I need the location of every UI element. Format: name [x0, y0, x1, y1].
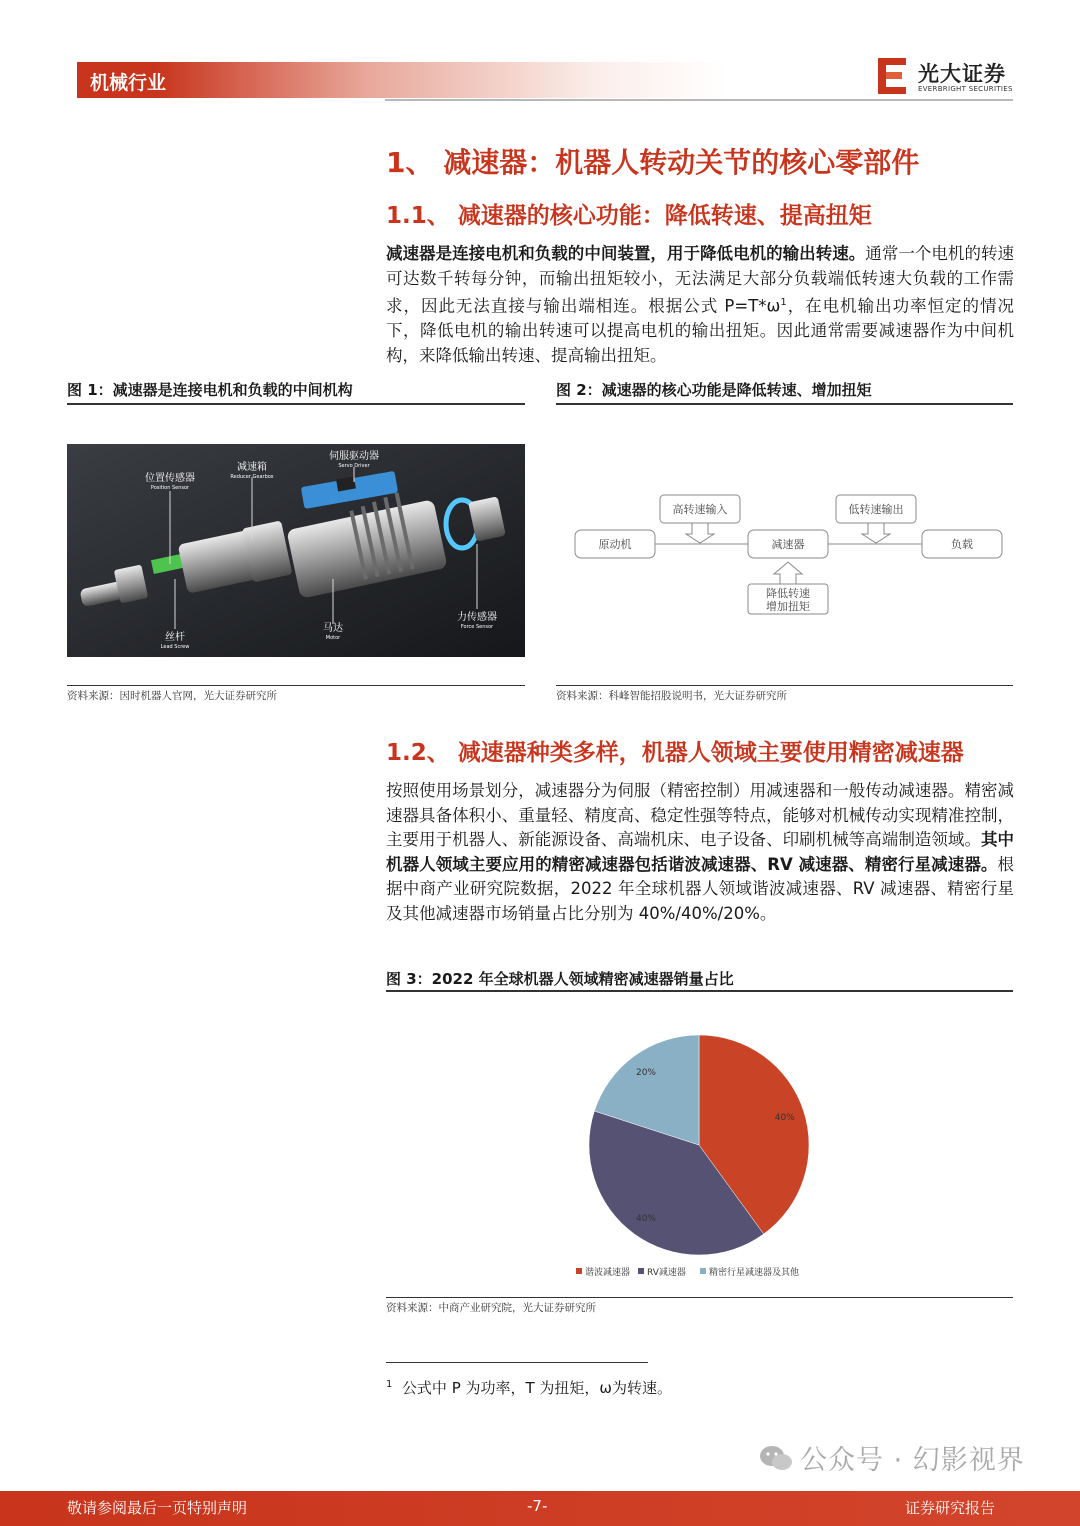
label-force-sensor-en: Force Sensor — [460, 624, 494, 630]
fig2-source-rule — [556, 685, 1013, 686]
label-servo-en: Servo Driver — [338, 463, 370, 469]
legend-label-2: RV减速器 — [647, 1268, 686, 1278]
wechat-icon — [758, 1444, 794, 1472]
footnote-mark: 1 — [386, 1379, 393, 1390]
paragraph-1 — [386, 242, 1014, 368]
page-number: -7- — [527, 1497, 548, 1515]
fig1-rule — [67, 403, 525, 405]
fig3-rule — [386, 990, 1013, 992]
section-heading-1: 1、 减速器：机器人转动关节的核心零部件 — [386, 146, 920, 179]
industry-label: 机械行业 — [90, 72, 167, 94]
label-screw-en: Lead Screw — [160, 644, 190, 650]
box-low-speed-output: 低转速输出 — [848, 503, 904, 516]
subsection-heading-1-2: 1.2、 减速器种类多样，机器人领域主要使用精密减速器 — [386, 740, 964, 766]
box-prime-mover: 原动机 — [598, 538, 632, 551]
header-band — [77, 62, 727, 98]
label-position-sensor-en: Position Sensor — [150, 485, 190, 491]
paragraph-2 — [386, 779, 1014, 926]
footnote-ref[interactable]: 1 — [780, 297, 787, 308]
legend-label-1: 谐波减速器 — [585, 1268, 631, 1278]
fig1-source-rule — [67, 685, 525, 686]
reducer-function-diagram — [560, 480, 1010, 620]
label-gearbox-en: Reducer Gearbox — [230, 474, 274, 480]
label-force-sensor: 力传感器 — [457, 612, 497, 623]
fig1-title: 图 1：减速器是连接电机和负载的中间机构 — [67, 381, 353, 399]
header-divider — [385, 99, 1013, 101]
footnote — [386, 1377, 672, 1398]
label-gearbox: 减速箱 — [237, 462, 267, 473]
pie-value-label-1: 40% — [774, 1113, 795, 1124]
para1-text: 通常一个电机的转速可达数千转每分钟，而输出扭矩较小，无法满足大部分负载端低转速大负载的工作需求，因此无法直接与输出端相连。根据公式 P=T*ω — [386, 244, 1015, 316]
watermark: 公众号 · 幻影视界 — [800, 1445, 1025, 1476]
box-reducer: 减速器 — [771, 538, 805, 551]
footnote-text: 公式中 P 为功率，T 为扭矩，ω为转速。 — [401, 1379, 672, 1397]
pie-slices — [589, 1035, 809, 1255]
para1-tail: ，在电机输出功率恒定的情况下，降低电机的输出转速可以提高电机的输出扭矩。因此通常需要减速器作为中间机构，来降低输出转速、提高输出扭矩。 — [386, 296, 1015, 365]
fig3-source: 资料来源：中商产业研究院，光大证券研究所 — [386, 1302, 596, 1314]
label-position-sensor: 位置传感器 — [145, 473, 195, 484]
everbright-logo-icon — [878, 58, 908, 94]
label-motor-en: Motor — [325, 635, 341, 641]
box-high-speed-input: 高转速输入 — [672, 503, 728, 516]
para2-tail: 根据中商产业研究院数据，2022 年全球机器人领域谐波减速器、RV 减速器、精密行星及其他减速器市场销量占比分别为 40%/40%/20%。 — [386, 854, 1014, 923]
fig2-rule — [556, 403, 1013, 405]
legend-swatch-1 — [576, 1268, 582, 1274]
fig3-title: 图 3：2022 年全球机器人领域精密减速器销量占比 — [386, 970, 734, 988]
fig2-title: 图 2：减速器的核心功能是降低转速、增加扭矩 — [556, 381, 872, 399]
footer-report-type: 证券研究报告 — [905, 1499, 996, 1517]
actuator-exploded-image — [67, 444, 525, 657]
label-motor: 马达 — [323, 623, 343, 634]
box-reduce-speed: 降低转速 — [766, 587, 810, 600]
pie-legend — [576, 1266, 799, 1278]
box-load: 负载 — [951, 538, 973, 551]
footnote-rule — [386, 1362, 648, 1363]
pie-value-label-2: 40% — [635, 1213, 656, 1224]
fig2-source: 资料来源：科峰智能招股说明书，光大证券研究所 — [556, 690, 787, 702]
legend-swatch-2 — [638, 1268, 644, 1274]
para2-bold: 其中机器人领域主要应用的精密减速器包括谐波减速器、RV 减速器、精密行星减速器。 — [386, 830, 1015, 874]
fig3-source-rule — [386, 1297, 1013, 1298]
pie-chart — [560, 1010, 850, 1295]
subsection-heading-1-1: 1.1、 减速器的核心功能：降低转速、提高扭矩 — [386, 203, 872, 229]
footer-disclaimer: 敬请参阅最后一页特别声明 — [67, 1499, 248, 1517]
pie-value-label-3: 20% — [635, 1068, 656, 1079]
box-increase-torque: 增加扭矩 — [766, 600, 810, 613]
para2-text: 按照使用场景划分，减速器分为伺服（精密控制）用减速器和一般传动减速器。精密减速器具备体积小、重量轻、精度高、稳定性强等特点，能够对机械传动实现精准控制，主要用于机器人、新能源设备、高端机床、电子设备、印刷机械等高端制造领域。 — [386, 781, 1014, 849]
logo-cn-text: 光大证券 — [918, 62, 1006, 86]
legend-label-3: 精密行星减速器及其他 — [709, 1268, 800, 1278]
label-screw: 丝杆 — [165, 632, 185, 643]
logo-en-text: EVERBRIGHT SECURITIES — [918, 85, 1013, 93]
legend-swatch-3 — [700, 1268, 706, 1274]
fig1-source: 资料来源：因时机器人官网，光大证券研究所 — [67, 690, 277, 702]
label-servo: 伺服驱动器 — [329, 451, 379, 462]
para1-bold: 减速器是连接电机和负载的中间装置，用于降低电机的输出转速。 — [386, 244, 866, 263]
